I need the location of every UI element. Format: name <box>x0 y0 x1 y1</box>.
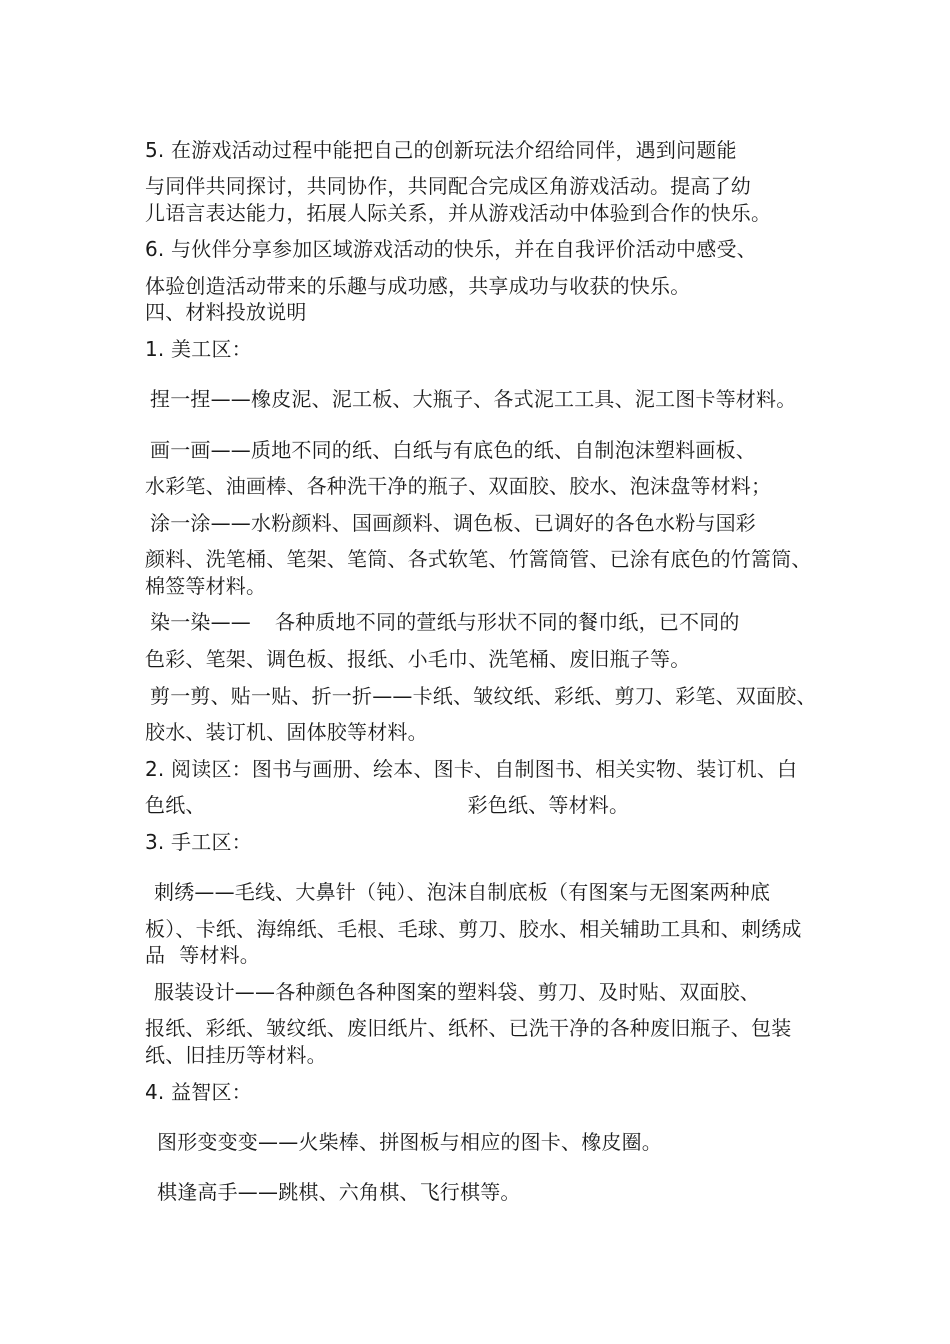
section-heading: 四、材料投放说明 <box>145 300 307 324</box>
text-line: 儿语言表达能力，拓展人际关系，并从游戏活动中体验到合作的快乐。 <box>145 201 772 225</box>
subsection-heading: 1. 美工区： <box>145 337 252 361</box>
text-line: 水彩笔、油画棒、各种洗干净的瓶子、双面胶、胶水、泡沫盘等材料； <box>145 474 772 498</box>
text-line: 图形变变变——火柴棒、拼图板与相应的图卡、橡皮圈。 <box>157 1130 662 1154</box>
text-segment: 等材料。 <box>179 943 261 967</box>
text-segment: 色纸、 <box>145 793 206 817</box>
subsection-heading: 4. 益智区： <box>145 1080 252 1104</box>
text-line: 与同伴共同探讨，共同协作，共同配合完成区角游戏活动。提高了幼 <box>145 174 751 198</box>
subsection-heading: 2. 阅读区：图书与画册、绘本、图卡、自制图书、相关实物、装订机、白 <box>145 757 798 781</box>
text-line: 纸、旧挂历等材料。 <box>145 1043 327 1067</box>
subsection-heading: 3. 手工区： <box>145 830 252 854</box>
text-segment: 各种质地不同的萱纸与形状不同的餐巾纸，已不同的 <box>275 610 740 634</box>
text-line: 5. 在游戏活动过程中能把自己的创新玩法介绍给同伴，遇到问题能 <box>145 138 737 162</box>
text-line: 6. 与伙伴分享参加区域游戏活动的快乐，并在自我评价活动中感受、 <box>145 237 757 261</box>
text-line: 棋逢高手——跳棋、六角棋、飞行棋等。 <box>157 1180 521 1204</box>
text-line: 刺绣——毛线、大鼻针（钝）、泡沫自制底板（有图案与无图案两种底 <box>154 880 771 904</box>
text-line: 板）、卡纸、海绵纸、毛根、毛球、剪刀、胶水、相关辅助工具和、刺绣成 <box>145 917 802 941</box>
text-line <box>145 792 629 818</box>
text-line: 棉签等材料。 <box>145 574 267 598</box>
text-line: 剪一剪、贴一贴、折一折——卡纸、皱纹纸、彩纸、剪刀、彩笔、双面胶、 <box>150 684 817 708</box>
text-line <box>145 942 260 968</box>
text-line: 报纸、彩纸、皱纹纸、废旧纸片、纸杯、已洗干净的各种废旧瓶子、包装 <box>145 1016 792 1040</box>
text-segment: 品 <box>145 943 166 967</box>
text-line: 色彩、笔架、调色板、报纸、小毛巾、洗笔桶、废旧瓶子等。 <box>145 647 691 671</box>
text-line: 涂一涂——水粉颜料、国画颜料、调色板、已调好的各色水粉与国彩 <box>150 511 756 535</box>
text-segment: 染一染—— <box>150 610 251 634</box>
text-segment: 彩色纸、等材料。 <box>467 793 630 817</box>
text-line: 服装设计——各种颜色各种图案的塑料袋、剪刀、及时贴、双面胶、 <box>154 980 760 1004</box>
text-line: 画一画——质地不同的纸、白纸与有底色的纸、自制泡沫塑料画板、 <box>150 438 756 462</box>
text-line: 胶水、装订机、固体胶等材料。 <box>145 720 428 744</box>
text-line: 颜料、洗笔桶、笔架、笔筒、各式软笔、竹篙筒管、已涂有底色的竹篙筒、 <box>145 547 812 571</box>
text-line <box>150 609 740 635</box>
text-line: 捏一捏——橡皮泥、泥工板、大瓶子、各式泥工工具、泥工图卡等材料。 <box>150 387 797 411</box>
text-line: 体验创造活动带来的乐趣与成功感，共享成功与收获的快乐。 <box>145 274 691 298</box>
